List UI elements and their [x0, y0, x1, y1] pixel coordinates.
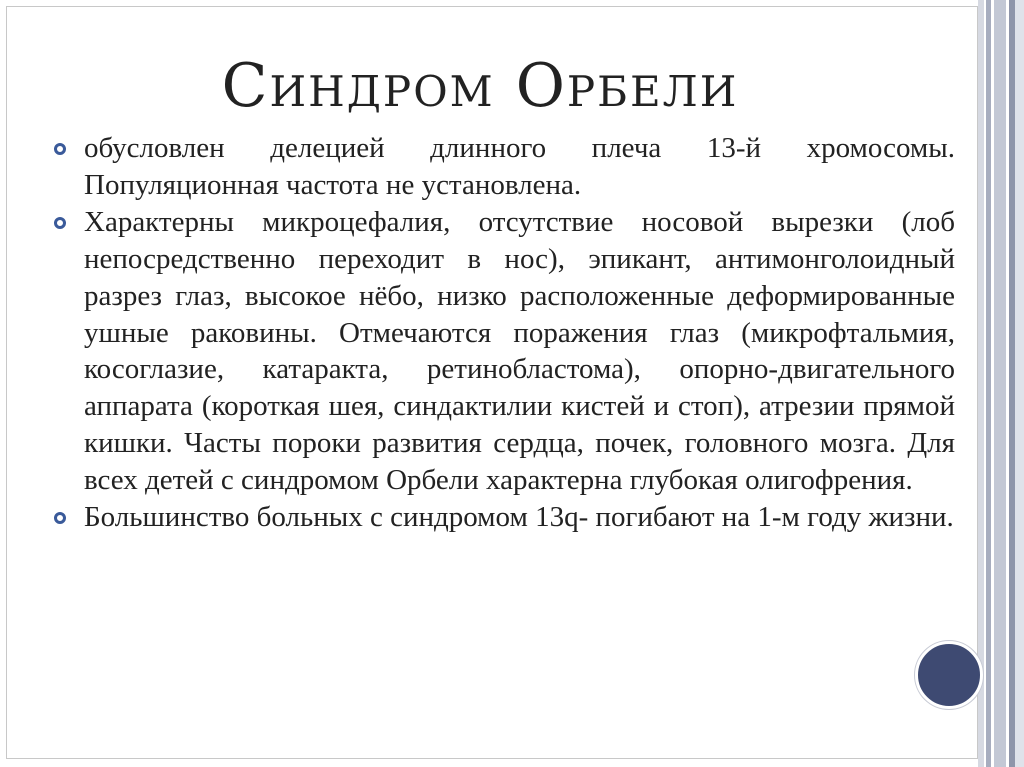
bullet-text: Характерны микроцефалия, отсутствие носовой вырезки (лоб непосредственно переходит в нос), эпикант, антимонголоидный разрез глаз, высокое нёбо, низко расположенные деформированные ушные раковины. Отмечаются поражения глаз (микрофтальмия, косоглазие, катаракта, ретинобластома), опорно-двигательного аппарата (короткая шея, синдактилии кистей и стоп), атрезии прямой кишки. Часты пороки развития сердца, почек, головного мозга. Для всех детей с синдромом Орбели характерна глубокая олигофрения.	[84, 205, 955, 497]
bullet-text: Большинство больных с синдромом 13q- погибают на 1-м году жизни.	[84, 501, 954, 534]
bullet-item	[52, 204, 955, 499]
decorative-side-stripes	[978, 0, 1024, 767]
bullet-item	[52, 130, 955, 204]
bullet-text: обусловлен делецией длинного плеча 13-й хромосомы. Популяционная частота не установлена.	[84, 132, 955, 201]
bullet-ring-icon	[54, 217, 66, 229]
decorative-circle-icon	[915, 641, 983, 709]
bullet-item	[52, 499, 955, 536]
bullet-ring-icon	[54, 512, 66, 524]
bullet-ring-icon	[54, 143, 66, 155]
bullet-list	[52, 130, 955, 536]
slide-title: Синдром Орбели	[221, 51, 739, 121]
